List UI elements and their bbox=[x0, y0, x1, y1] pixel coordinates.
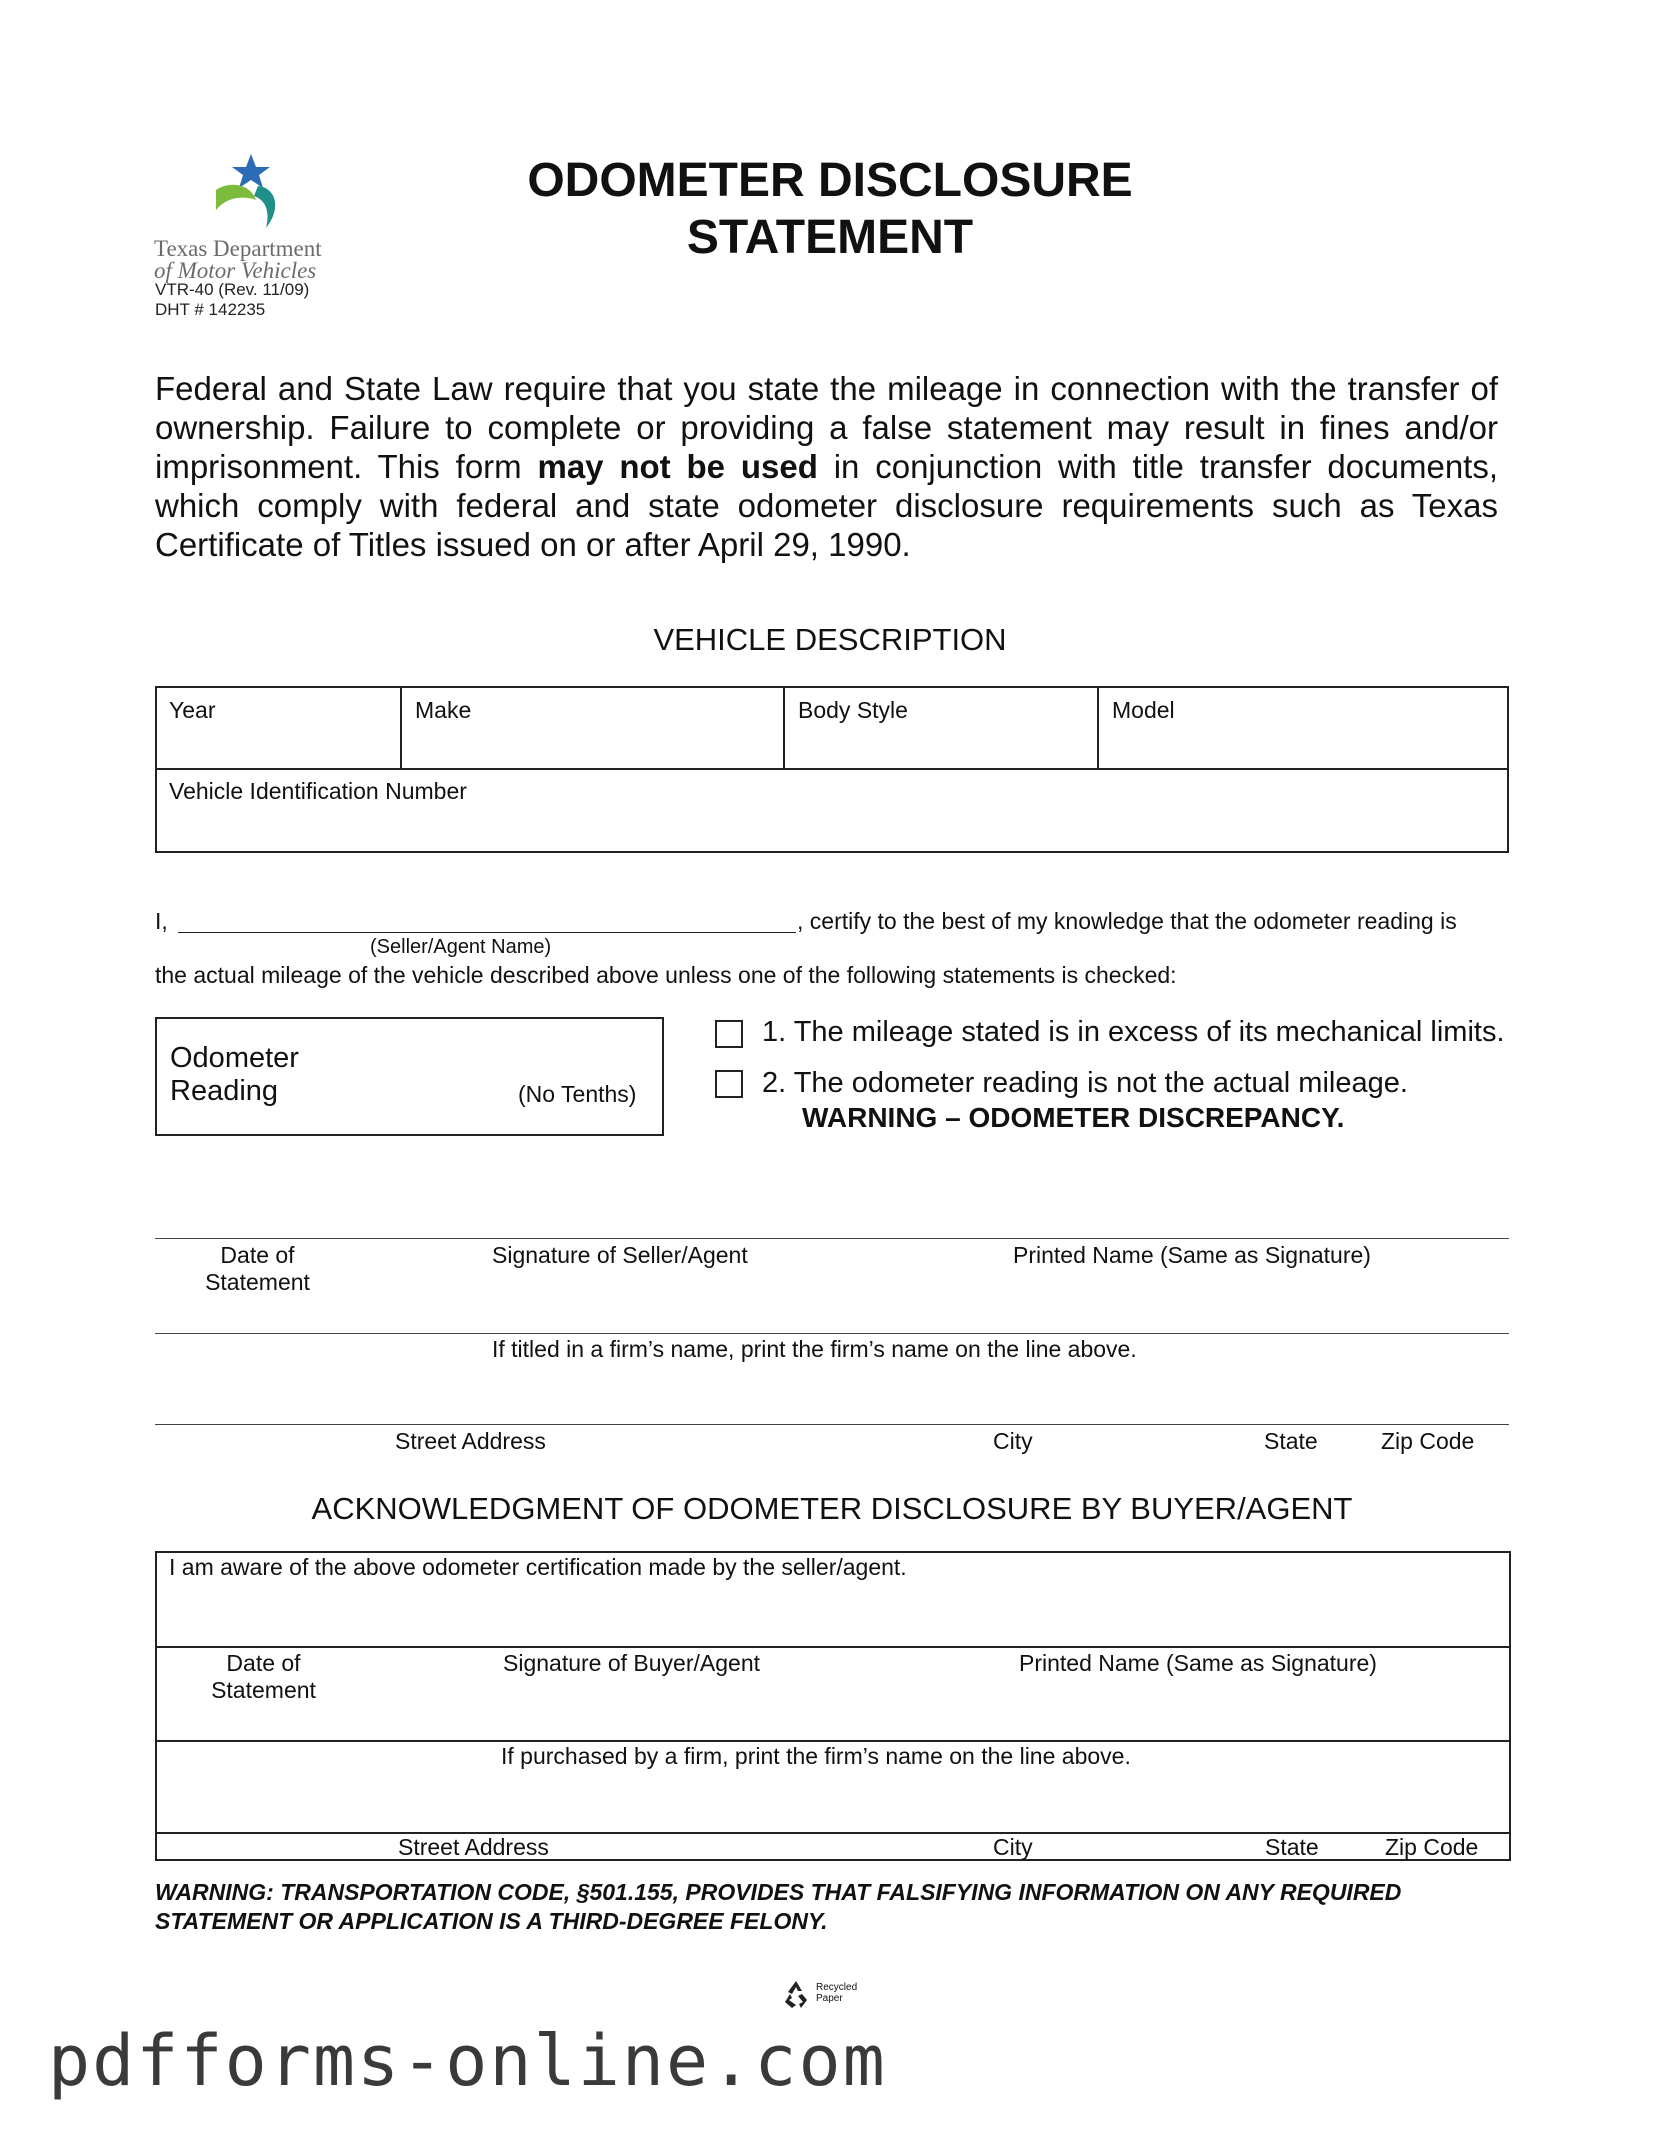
seller-firm-note: If titled in a firm’s name, print the firm’s name on the line above. bbox=[492, 1336, 1137, 1362]
buyer-date-label bbox=[176, 1650, 351, 1704]
title-line1: ODOMETER DISCLOSURE bbox=[527, 154, 1133, 207]
seller-date-line2: Statement bbox=[205, 1269, 310, 1295]
vehicle-heading: VEHICLE DESCRIPTION bbox=[653, 622, 1007, 657]
recycled-mark bbox=[780, 1978, 870, 2012]
seller-address-line[interactable] bbox=[155, 1424, 1509, 1425]
certify-line2: the actual mileage of the vehicle described above unless one of the following statements is checked: bbox=[155, 962, 1177, 988]
vin-label: Vehicle Identification Number bbox=[169, 778, 467, 804]
intro-part2: in conjunction with title transfer documents, which comply with federal and state odometer disclosure requirements such as Texas Certificate of Titles issued on or after April 29, 1990. bbox=[155, 448, 1499, 563]
make-label: Make bbox=[415, 697, 472, 723]
felony-warning-line1: WARNING: TRANSPORTATION CODE, §501.155, PROVIDES THAT FALSIFYING INFORMATION ON ANY REQUIRED bbox=[155, 1879, 1402, 1905]
seller-name-input[interactable] bbox=[178, 932, 796, 933]
intro-part1: Federal and State Law require that you state the mileage in connection with the transfer of ownership. Failure to complete or providing a false statement may result in fines and/or imprisonment. This form bbox=[155, 370, 1498, 485]
model-label: Model bbox=[1112, 697, 1175, 723]
buyer-firm-note: If purchased by a firm, print the firm’s name on the line above. bbox=[501, 1743, 1131, 1769]
option2-label: 2. The odometer reading is not the actual mileage. bbox=[762, 1067, 1408, 1099]
certify-suffix: , certify to the best of my knowledge that the odometer reading is bbox=[797, 908, 1457, 934]
seller-firm-line[interactable] bbox=[155, 1333, 1509, 1334]
vin-field[interactable] bbox=[169, 778, 1499, 848]
buyer-street-label: Street Address bbox=[398, 1834, 549, 1860]
seller-city-label: City bbox=[993, 1428, 1033, 1454]
logo-line2: of Motor Vehicles bbox=[154, 258, 317, 283]
buyer-heading: ACKNOWLEDGMENT OF ODOMETER DISCLOSURE BY BUYER/AGENT bbox=[311, 1491, 1353, 1526]
title-line2: STATEMENT bbox=[686, 211, 974, 264]
buyer-city-label: City bbox=[993, 1834, 1033, 1860]
vehicle-col-divider-2 bbox=[783, 686, 785, 769]
buyer-zip-label: Zip Code bbox=[1385, 1834, 1479, 1860]
make-field[interactable] bbox=[415, 697, 775, 763]
vehicle-col-divider-3 bbox=[1097, 686, 1099, 769]
felony-warning-line2: STATEMENT OR APPLICATION IS A THIRD-DEGREE FELONY. bbox=[155, 1908, 828, 1934]
buyer-date-line2: Statement bbox=[211, 1677, 316, 1703]
body-style-field[interactable] bbox=[798, 697, 1088, 763]
logo-line1: Texas Department bbox=[154, 236, 322, 261]
seller-date-line1: Date of bbox=[220, 1242, 295, 1268]
dht-number: DHT # 142235 bbox=[155, 300, 266, 319]
dmv-logo bbox=[154, 150, 326, 283]
star-swoosh-icon bbox=[196, 150, 306, 232]
year-field[interactable] bbox=[169, 697, 394, 763]
odometer-label-line2: Reading bbox=[170, 1075, 279, 1107]
buyer-printed-name-label: Printed Name (Same as Signature) bbox=[1019, 1650, 1377, 1676]
recycle-icon bbox=[780, 1978, 812, 2010]
seller-state-label: State bbox=[1264, 1428, 1318, 1454]
recycled-line1: Recycled bbox=[816, 1982, 858, 1993]
seller-signature-line[interactable] bbox=[155, 1238, 1509, 1239]
buyer-signature-label: Signature of Buyer/Agent bbox=[503, 1650, 760, 1676]
page-title bbox=[400, 152, 1260, 266]
model-field[interactable] bbox=[1112, 697, 1502, 763]
buyer-aware-text: I am aware of the above odometer certification made by the seller/agent. bbox=[169, 1554, 907, 1580]
recycled-line2: Paper bbox=[816, 1993, 843, 2004]
no-tenths-label: (No Tenths) bbox=[518, 1081, 637, 1107]
intro-paragraph bbox=[155, 369, 1498, 564]
seller-zip-label: Zip Code bbox=[1381, 1428, 1475, 1454]
form-id: VTR-40 (Rev. 11/09) bbox=[155, 280, 310, 299]
buyer-state-label: State bbox=[1265, 1834, 1319, 1860]
site-watermark: pdfforms-online.com bbox=[48, 2020, 887, 2102]
seller-signature-label: Signature of Seller/Agent bbox=[492, 1242, 748, 1268]
odometer-label-line1: Odometer bbox=[170, 1042, 299, 1074]
year-label: Year bbox=[169, 697, 216, 723]
certify-prefix: I, bbox=[155, 908, 168, 934]
seller-name-caption: (Seller/Agent Name) bbox=[370, 936, 552, 958]
body-style-label: Body Style bbox=[798, 697, 908, 723]
seller-date-label bbox=[170, 1242, 345, 1296]
discrepancy-warning: WARNING – ODOMETER DISCREPANCY. bbox=[802, 1102, 1345, 1133]
mechanical-limits-checkbox[interactable] bbox=[715, 1020, 743, 1048]
option1-label: 1. The mileage stated is in excess of its mechanical limits. bbox=[762, 1016, 1505, 1048]
seller-street-label: Street Address bbox=[395, 1428, 546, 1454]
felony-warning bbox=[155, 1878, 1555, 1936]
seller-printed-name-label: Printed Name (Same as Signature) bbox=[1013, 1242, 1371, 1268]
vehicle-col-divider-1 bbox=[400, 686, 402, 769]
not-actual-mileage-checkbox[interactable] bbox=[715, 1070, 743, 1098]
buyer-date-line1: Date of bbox=[226, 1650, 301, 1676]
vehicle-row-divider bbox=[155, 768, 1509, 770]
intro-bold: may not be used bbox=[537, 448, 818, 485]
